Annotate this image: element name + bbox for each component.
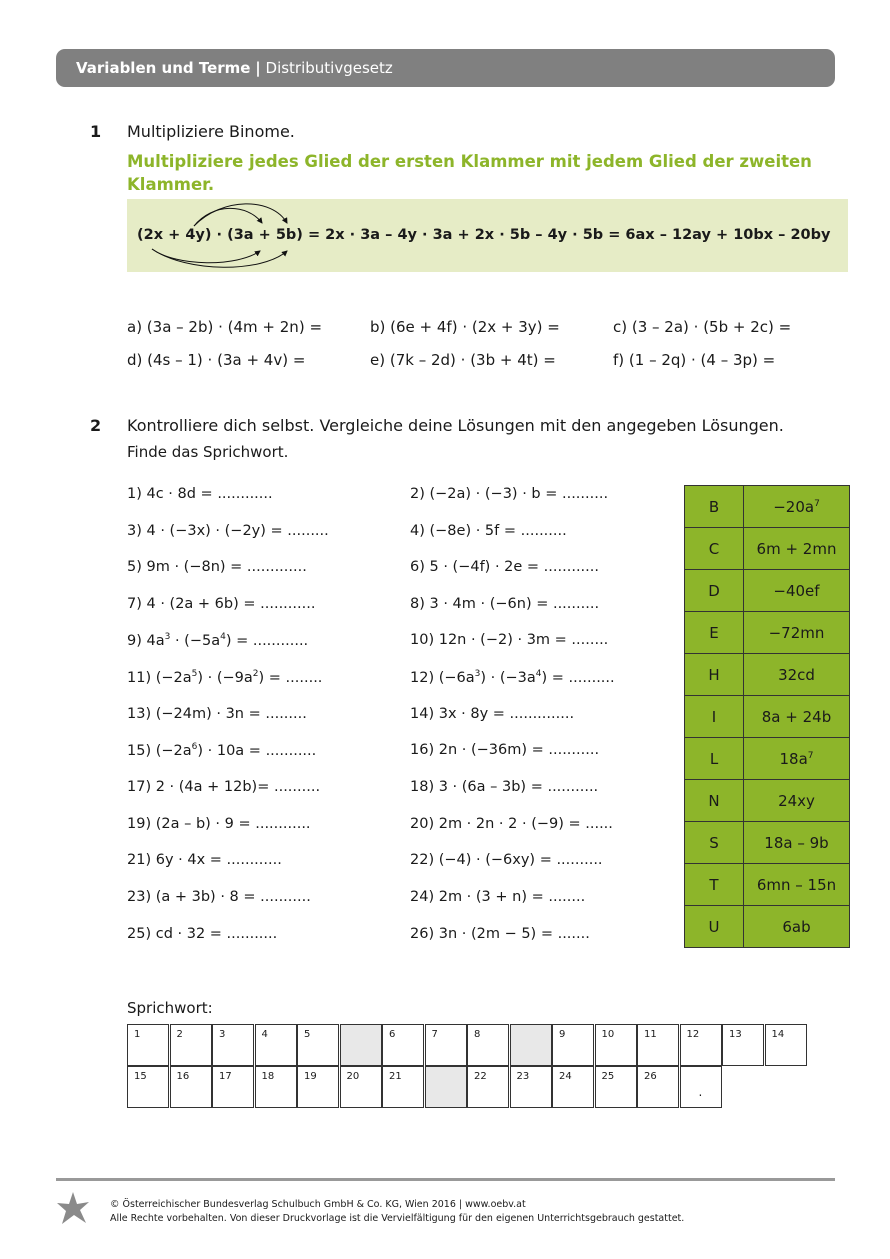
key-value-text: 24xy — [778, 791, 815, 810]
proverb-cell-number: . — [698, 1085, 703, 1099]
proverb-label: Sprichwort: — [127, 999, 213, 1017]
proverb-cell-number: 13 — [729, 1029, 742, 1040]
proverb-letter-cell[interactable] — [680, 1066, 722, 1108]
exercise-1: 1) 4c · 8d = ............ — [127, 486, 273, 502]
exercise-12-part: ) = .......... — [541, 669, 615, 686]
key-letter: N — [685, 780, 744, 822]
proverb-letter-cell[interactable] — [510, 1066, 552, 1108]
exercise-12-part: ) · (−3a — [480, 669, 536, 686]
exercise-9-exp: 3 — [164, 632, 171, 642]
proverb-cell-number: 12 — [686, 1029, 700, 1040]
proverb-cell-number: 21 — [389, 1071, 402, 1082]
proverb-space-cell[interactable] — [425, 1066, 467, 1108]
proverb-cell-number: 9 — [559, 1029, 566, 1040]
exercise-2: 2) (−2a) · (−3) · b = .......... — [410, 486, 609, 502]
proverb-cell-number: 3 — [219, 1029, 226, 1040]
key-value — [744, 696, 850, 738]
proverb-letter-cell[interactable] — [382, 1024, 424, 1066]
footer-divider — [56, 1178, 835, 1181]
exercise-22: 22) (−4) · (−6xy) = .......... — [410, 852, 603, 868]
solution-key-table — [684, 485, 850, 948]
exercise-19: 19) (2a – b) · 9 = ............ — [127, 816, 311, 832]
task1-item-a: a) (3a – 2b) · (4m + 2n) = — [127, 318, 323, 336]
proverb-letter-cell[interactable] — [552, 1024, 594, 1066]
proverb-cell-number: 15 — [134, 1071, 147, 1082]
key-letter: B — [685, 486, 744, 528]
key-value-text: 18a — [779, 749, 808, 768]
exercise-11-part: ) = ........ — [258, 669, 323, 686]
proverb-cell-number: 20 — [346, 1071, 360, 1082]
exercise-9-part: · (−5a — [170, 632, 221, 649]
exercise-8: 8) 3 · 4m · (−6n) = .......... — [410, 596, 600, 612]
proverb-cell-number: 24 — [559, 1071, 572, 1082]
exercise-4: 4) (−8e) · 5f = .......... — [410, 523, 567, 539]
exercise-21: 21) 6y · 4x = ............ — [127, 852, 282, 868]
proverb-cell-number: 19 — [304, 1071, 317, 1082]
key-letter: H — [685, 654, 744, 696]
key-letter: S — [685, 822, 744, 864]
proverb-letter-cell[interactable] — [382, 1066, 424, 1108]
task1-item-f: f) (1 – 2q) · (4 – 3p) = — [613, 351, 776, 369]
key-row — [685, 612, 850, 654]
key-row — [685, 654, 850, 696]
footer-text — [110, 1198, 684, 1225]
key-value — [744, 738, 850, 780]
proverb-letter-cell[interactable] — [255, 1024, 297, 1066]
proverb-cell-number: 2 — [176, 1029, 183, 1040]
proverb-letter-cell[interactable] — [425, 1024, 467, 1066]
exercise-9-part: 9) 4a — [127, 632, 165, 649]
key-value — [744, 780, 850, 822]
proverb-letter-cell[interactable] — [212, 1024, 254, 1066]
exercise-13: 13) (−24m) · 3n = ......... — [127, 706, 307, 722]
exercise-15-part: 15) (−2a — [127, 742, 192, 759]
proverb-letter-cell[interactable] — [722, 1024, 764, 1066]
header-topic: Variablen und Terme — [76, 59, 251, 77]
key-value-text: 6ab — [782, 917, 811, 936]
publisher-logo-icon — [54, 1190, 92, 1228]
key-value-text: 6mn – 15n — [756, 875, 837, 894]
proverb-space-cell[interactable] — [510, 1024, 552, 1066]
proverb-letter-cell[interactable] — [680, 1024, 722, 1066]
proverb-letter-cell[interactable] — [467, 1024, 509, 1066]
proverb-letter-cell[interactable] — [127, 1024, 169, 1066]
key-row — [685, 864, 850, 906]
proverb-letter-cell[interactable] — [552, 1066, 594, 1108]
key-value-text: 18a – 9b — [764, 833, 829, 852]
exercise-7: 7) 4 · (2a + 6b) = ............ — [127, 596, 316, 612]
proverb-cell-number: 14 — [771, 1029, 785, 1040]
proverb-letter-cell[interactable] — [170, 1066, 212, 1108]
exercise-6: 6) 5 · (−4f) · 2e = ............ — [410, 559, 599, 575]
task1-number: 1 — [90, 122, 102, 141]
exercise-11-exp: 5 — [191, 669, 198, 679]
footer-rights: Alle Rechte vorbehalten. Von dieser Druckvorlage ist die Vervielfältigung für den eigenen Unterrichtsgebrauch gestattet. — [110, 1212, 685, 1224]
proverb-space-cell[interactable] — [340, 1024, 382, 1066]
proverb-cell-number: 4 — [261, 1029, 268, 1040]
key-row — [685, 822, 850, 864]
proverb-letter-cell[interactable] — [297, 1024, 339, 1066]
key-row — [685, 528, 850, 570]
exercise-9-part: ) = ............ — [225, 632, 309, 649]
proverb-cell-number: 17 — [219, 1071, 232, 1082]
task1-title: Multipliziere Binome. — [127, 122, 295, 141]
proverb-cell-number: 22 — [474, 1071, 487, 1082]
key-letter: I — [685, 696, 744, 738]
proverb-cell-number: 10 — [601, 1029, 615, 1040]
key-value-text: −20a — [773, 497, 815, 516]
proverb-letter-cell[interactable] — [340, 1066, 382, 1108]
exercise-9 — [127, 632, 308, 649]
task1-item-b: b) (6e + 4f) · (2x + 3y) = — [370, 318, 560, 336]
key-value — [744, 864, 850, 906]
key-value-text: −40ef — [773, 581, 820, 600]
exercise-3: 3) 4 · (−3x) · (−2y) = ......... — [127, 523, 329, 539]
exercise-18: 18) 3 · (6a – 3b) = ........... — [410, 779, 599, 795]
exercise-20: 20) 2m · 2n · 2 · (−9) = ...... — [410, 816, 613, 832]
key-value — [744, 906, 850, 948]
exercise-16: 16) 2n · (−36m) = ........... — [410, 742, 600, 758]
exercise-12-part: 12) (−6a — [410, 669, 475, 686]
exercise-11-part: 11) (−2a — [127, 669, 192, 686]
key-value — [744, 654, 850, 696]
proverb-letter-cell[interactable] — [127, 1066, 169, 1108]
task2-number: 2 — [90, 416, 102, 435]
key-value — [744, 612, 850, 654]
proverb-cell-number: 16 — [176, 1071, 190, 1082]
task2-title: Kontrolliere dich selbst. Vergleiche deine Lösungen mit den angegeben Lösungen. — [127, 416, 784, 435]
proverb-cell-number: 1 — [134, 1029, 141, 1040]
proverb-letter-cell[interactable] — [637, 1066, 679, 1108]
example-equation: (2x + 4y) · (3a + 5b) = 2x · 3a – 4y · 3a + 2x · 5b – 4y · 5b = 6ax – 12ay + 10bx – 20by — [137, 227, 831, 243]
key-value-text: −72mn — [768, 623, 825, 642]
exercise-11-exp: 2 — [252, 669, 259, 679]
key-letter: C — [685, 528, 744, 570]
exercise-11 — [127, 669, 322, 686]
key-value — [744, 528, 850, 570]
task1-instruction — [127, 150, 812, 196]
key-letter: L — [685, 738, 744, 780]
exercise-15-exp: 6 — [191, 742, 198, 752]
key-value-text: 32cd — [778, 665, 815, 684]
exercise-9-exp: 4 — [220, 632, 226, 642]
proverb-letter-cell[interactable] — [255, 1066, 297, 1108]
proverb-cell-number: 8 — [474, 1029, 481, 1040]
proverb-cell-number: 5 — [304, 1029, 311, 1040]
exercise-12 — [410, 669, 615, 686]
key-letter: U — [685, 906, 744, 948]
key-row — [685, 486, 850, 528]
exercise-23: 23) (a + 3b) · 8 = ........... — [127, 889, 311, 905]
key-value — [744, 822, 850, 864]
header-separator: | — [255, 59, 261, 77]
proverb-cell-number: 7 — [431, 1029, 438, 1040]
key-row — [685, 570, 850, 612]
proverb-cell-number: 23 — [516, 1071, 530, 1082]
key-letter: T — [685, 864, 744, 906]
proverb-cell-number: 6 — [389, 1029, 396, 1040]
exercise-5: 5) 9m · (−8n) = ............. — [127, 559, 307, 575]
proverb-letter-cell[interactable] — [297, 1066, 339, 1108]
key-row — [685, 696, 850, 738]
key-row — [685, 780, 850, 822]
task2-subtitle: Finde das Sprichwort. — [127, 443, 289, 461]
exercise-17: 17) 2 · (4a + 12b)= .......... — [127, 779, 321, 795]
proverb-letter-cell[interactable] — [595, 1066, 637, 1108]
task1-item-c: c) (3 – 2a) · (5b + 2c) = — [613, 318, 792, 336]
key-letter: D — [685, 570, 744, 612]
exercise-25: 25) cd · 32 = ........... — [127, 926, 278, 942]
proverb-letter-cell[interactable] — [765, 1024, 807, 1066]
task1-instruction-line2: Klammer. — [127, 175, 215, 194]
exercise-26: 26) 3n · (2m − 5) = ....... — [410, 926, 590, 942]
key-value-exp: 7 — [814, 498, 820, 509]
proverb-letter-cell[interactable] — [595, 1024, 637, 1066]
task1-instruction-line1: Multipliziere jedes Glied der ersten Klammer mit jedem Glied der zweiten — [127, 152, 812, 171]
proverb-cell-number: 11 — [644, 1029, 657, 1040]
proverb-cell-number: 18 — [261, 1071, 275, 1082]
key-row — [685, 906, 850, 948]
key-row — [685, 738, 850, 780]
page-header — [56, 49, 835, 87]
task1-item-d: d) (4s – 1) · (3a + 4v) = — [127, 351, 306, 369]
exercise-12-exp: 3 — [474, 669, 481, 679]
proverb-cell-number: 26 — [644, 1071, 657, 1082]
exercise-15 — [127, 742, 316, 759]
task1-item-e: e) (7k – 2d) · (3b + 4t) = — [370, 351, 556, 369]
key-value — [744, 570, 850, 612]
proverb-letter-cell[interactable] — [170, 1024, 212, 1066]
exercise-14: 14) 3x · 8y = .............. — [410, 706, 575, 722]
proverb-letter-cell[interactable] — [212, 1066, 254, 1108]
exercise-11-part: ) · (−9a — [197, 669, 253, 686]
proverb-letter-cell[interactable] — [467, 1066, 509, 1108]
header-subtopic: Distributivgesetz — [265, 59, 393, 77]
proverb-letter-cell[interactable] — [637, 1024, 679, 1066]
exercise-24: 24) 2m · (3 + n) = ........ — [410, 889, 586, 905]
proverb-cell-number: 25 — [601, 1071, 615, 1082]
key-letter: E — [685, 612, 744, 654]
key-value — [744, 486, 850, 528]
exercise-12-exp: 4 — [535, 669, 542, 679]
footer-copyright: © Österreichischer Bundesverlag Schulbuch GmbH & Co. KG, Wien 2016 | www.oebv.at — [110, 1199, 526, 1210]
key-value-exp: 7 — [807, 750, 814, 761]
key-value-text: 8a + 24b — [761, 707, 832, 726]
exercise-10: 10) 12n · (−2) · 3m = ........ — [410, 632, 609, 648]
key-value-text: 6m + 2mn — [756, 539, 837, 558]
exercise-15-part: ) · 10a = ........... — [197, 742, 317, 759]
